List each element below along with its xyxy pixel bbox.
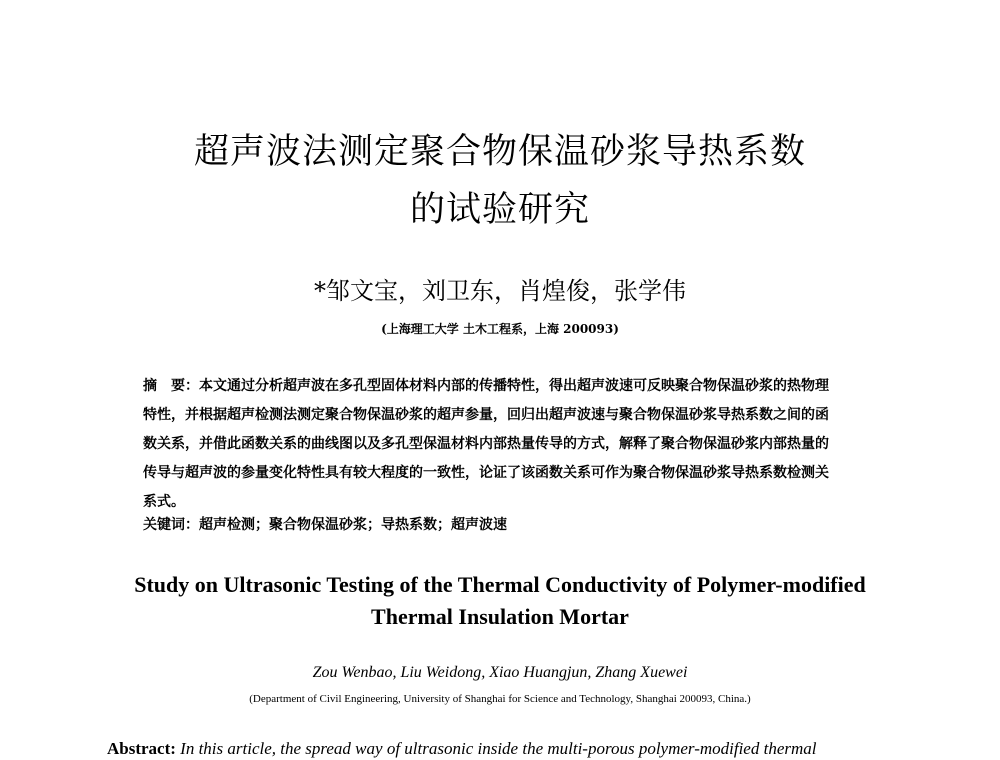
chinese-abstract-line: 特性，并根据超声检测法测定聚合物保温砂浆的超声参量，回归出超声波速与聚合物保温砂浆导热系数之间的函 [143,407,829,423]
chinese-abstract-line: 系式。 [143,494,185,510]
chinese-affiliation: (上海理工大学 土木工程系，上海 200093) [381,322,619,336]
chinese-abstract-line: 传导与超声波的参量变化特性具有较大程度的一致性，论证了该函数关系可作为聚合物保温砂浆导热系数检测关 [143,465,829,481]
chinese-abstract-line: 摘 要：本文通过分析超声波在多孔型固体材料内部的传播特性，得出超声波速可反映聚合物保温砂浆的热物理 [143,378,829,394]
english-affiliation: (Department of Civil Engineering, University of Shanghai for Science and Technology, Shanghai 200093, China.) [249,693,751,705]
chinese-title-line-1: 超声波法测定聚合物保温砂浆导热系数 [193,132,806,172]
english-authors: Zou Wenbao, Liu Weidong, Xiao Huangjun, Zhang Xuewei [312,664,688,681]
chinese-abstract [143,372,873,517]
chinese-abstract-line: 数关系，并借此函数关系的曲线图以及多孔型保温材料内部热量传导的方式，解释了聚合物保温砂浆内部热量的 [143,436,829,452]
chinese-keywords: 关键词：超声检测；聚合物保温砂浆；导热系数；超声波速 [143,517,507,533]
english-abstract [107,739,907,759]
english-abstract-label: Abstract: [107,739,176,758]
chinese-title-line-2: 的试验研究 [409,190,590,230]
english-title-line-1: Study on Ultrasonic Testing of the Thermal Conductivity of Polymer-modified [134,572,866,597]
chinese-authors: *邹文宝，刘卫东，肖煌俊，张学伟 [314,277,686,305]
english-title-line-2: Thermal Insulation Mortar [371,604,629,629]
english-abstract-text: In this article, the spread way of ultrasonic inside the multi-porous polymer-modified thermal [180,739,817,758]
